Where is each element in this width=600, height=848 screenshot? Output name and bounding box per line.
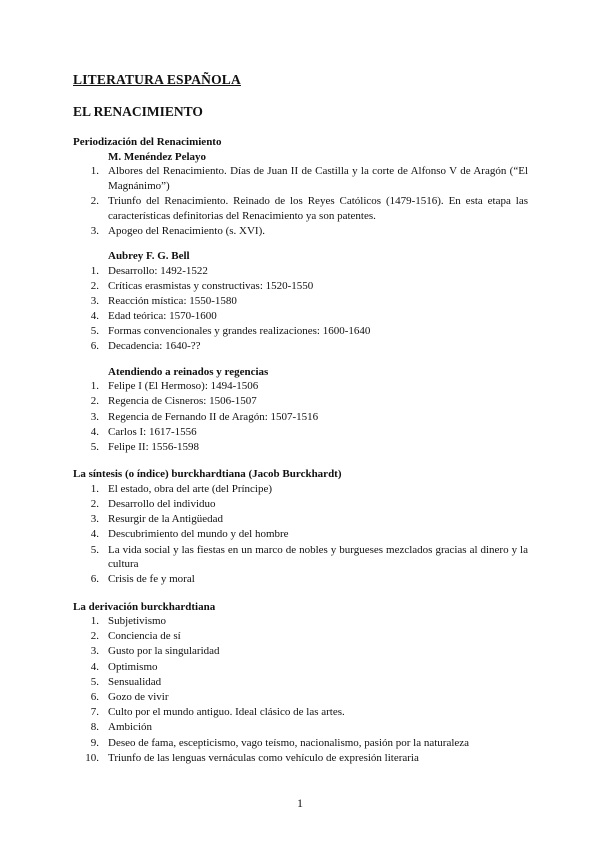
sintesis-list (73, 482, 528, 587)
periodizacion-heading: Periodización del Renacimiento (73, 136, 222, 148)
list-item-number: 4. (90, 528, 99, 541)
list-item-number: 4. (90, 660, 99, 673)
list-item (73, 644, 528, 659)
list-item-number: 6. (90, 340, 99, 353)
list-item (73, 324, 528, 339)
list-item-text: Crisis de fe y moral (108, 573, 195, 586)
derivacion-heading: La derivación burckhardtiana (73, 600, 216, 613)
list-item-text: Reacción mística: 1550-1580 (108, 294, 237, 307)
list-item-number: 5. (90, 441, 99, 453)
bell-heading: Aubrey F. G. Bell (108, 249, 190, 262)
reinados-list (73, 379, 528, 454)
list-item-number: 4. (90, 310, 99, 323)
reinados-heading: Atendiendo a reinados y regencias (108, 365, 269, 378)
list-item-text: Regencia de Fernando II de Aragón: 1507-1516 (108, 410, 319, 423)
derivacion-list (73, 614, 528, 765)
list-item-number: 1. (90, 165, 99, 178)
list-item-number: 8. (90, 721, 99, 734)
list-item-number: 3. (90, 410, 99, 423)
sintesis-heading: La síntesis (o índice) burckhardtiana (Jacob Burckhardt) (73, 468, 342, 481)
list-item-number: 3. (90, 294, 99, 307)
page-number: 1 (297, 796, 303, 810)
list-item-text: Optimismo (108, 660, 158, 673)
list-item-text: Descubrimiento del mundo y del hombre (108, 528, 289, 541)
list-item-text: Edad teórica: 1570-1600 (108, 310, 217, 323)
list-item (73, 660, 528, 675)
list-item (73, 497, 528, 512)
list-item-number: 1. (90, 264, 99, 277)
list-item (73, 751, 528, 766)
list-item (73, 410, 528, 425)
list-item (73, 705, 528, 720)
list-item-number: 2. (90, 194, 99, 207)
list-item-number: 6. (90, 691, 99, 704)
list-item-number: 2. (90, 497, 99, 510)
list-item (73, 294, 528, 309)
list-item-text: Ambición (108, 721, 152, 734)
list-item-text: Culto por el mundo antiguo. Ideal clásico de las artes. (108, 706, 345, 719)
list-item (73, 339, 528, 354)
list-item (73, 264, 528, 279)
list-item-number: 5. (90, 543, 99, 556)
list-item (73, 164, 528, 193)
list-item-number: 1. (90, 482, 99, 495)
list-item-text: Apogeo del Renacimiento (s. XVI). (108, 224, 266, 237)
list-item-text: Triunfo del Renacimiento. Reinado de los Reyes Católicos (1479-1516). En esta etapa las características definitorias del Renacimiento ya son patentes. (108, 194, 528, 222)
list-item (73, 394, 528, 409)
list-item (73, 440, 528, 455)
list-item-text: Decadencia: 1640-?? (108, 340, 201, 353)
list-item-text: Formas convencionales y grandes realizaciones: 1600-1640 (108, 325, 371, 338)
list-item-text: Desarrollo: 1492-1522 (108, 264, 208, 277)
list-item-number: 2. (90, 279, 99, 292)
bell-list (73, 264, 528, 355)
list-item-number: 6. (90, 573, 99, 586)
list-item-number: 10. (85, 751, 99, 764)
list-item-text: Regencia de Cisneros: 1506-1507 (108, 395, 257, 408)
list-item (73, 614, 528, 629)
list-item (73, 425, 528, 440)
list-item-text: Gusto por la singularidad (108, 645, 220, 658)
list-item (73, 572, 528, 587)
list-item-number: 2. (90, 630, 99, 643)
list-item (73, 543, 528, 572)
list-item-text: Deseo de fama, escepticismo, vago teísmo, nacionalismo, pasión por la naturaleza (108, 736, 470, 749)
list-item (73, 629, 528, 644)
list-item (73, 194, 528, 223)
list-item (73, 379, 528, 394)
list-item-text: Conciencia de sí (108, 630, 181, 643)
section-title: EL RENACIMIENTO (73, 104, 203, 119)
menendez-list (73, 164, 528, 238)
list-item-text: Subjetivismo (108, 615, 167, 628)
list-item-number: 7. (90, 706, 99, 719)
list-item-number: 3. (90, 645, 99, 658)
list-item (73, 512, 528, 527)
list-item-text: Desarrollo del individuo (108, 497, 216, 510)
list-item-text: Resurgir de la Antigüedad (108, 513, 223, 526)
list-item-number: 4. (90, 425, 99, 438)
list-item-text: Carlos I: 1617-1556 (108, 425, 197, 438)
list-item-text: Albores del Renacimiento. Días de Juan II de Castilla y la corte de Alfonso V de Aragón (“El Magnánimo”) (108, 165, 528, 192)
list-item-number: 5. (90, 675, 99, 688)
list-item (73, 279, 528, 294)
list-item-number: 1. (90, 615, 99, 628)
list-item (73, 224, 528, 239)
list-item-text: Felipe II: 1556-1598 (108, 441, 200, 453)
list-item-text: Críticas erasmistas y constructivas: 1520-1550 (108, 279, 314, 292)
list-item-text: Sensualidad (108, 675, 162, 688)
list-item (73, 482, 528, 497)
list-item (73, 527, 528, 542)
list-item (73, 690, 528, 705)
list-item-text: Felipe I (El Hermoso): 1494-1506 (108, 380, 259, 393)
list-item-number: 3. (90, 224, 99, 237)
list-item (73, 309, 528, 324)
list-item-text: Gozo de vivir (108, 691, 169, 704)
menendez-heading: M. Menéndez Pelayo (108, 150, 207, 163)
list-item (73, 675, 528, 690)
list-item-number: 3. (90, 513, 99, 526)
list-item-number: 1. (90, 380, 99, 393)
list-item-text: El estado, obra del arte (del Príncipe) (108, 482, 273, 495)
list-item-text: Triunfo de las lenguas vernáculas como vehículo de expresión literaria (108, 751, 419, 764)
document-content (73, 135, 528, 766)
list-item-number: 2. (90, 395, 99, 408)
list-item-number: 5. (90, 325, 99, 338)
list-item (73, 736, 528, 751)
list-item-text: La vida social y las fiestas en un marco de nobles y burgueses mezclados gracias al dinero y la cultura (108, 543, 528, 571)
document-title: LITERATURA ESPAÑOLA (73, 72, 241, 87)
list-item-number: 9. (90, 736, 99, 749)
list-item (73, 720, 528, 735)
